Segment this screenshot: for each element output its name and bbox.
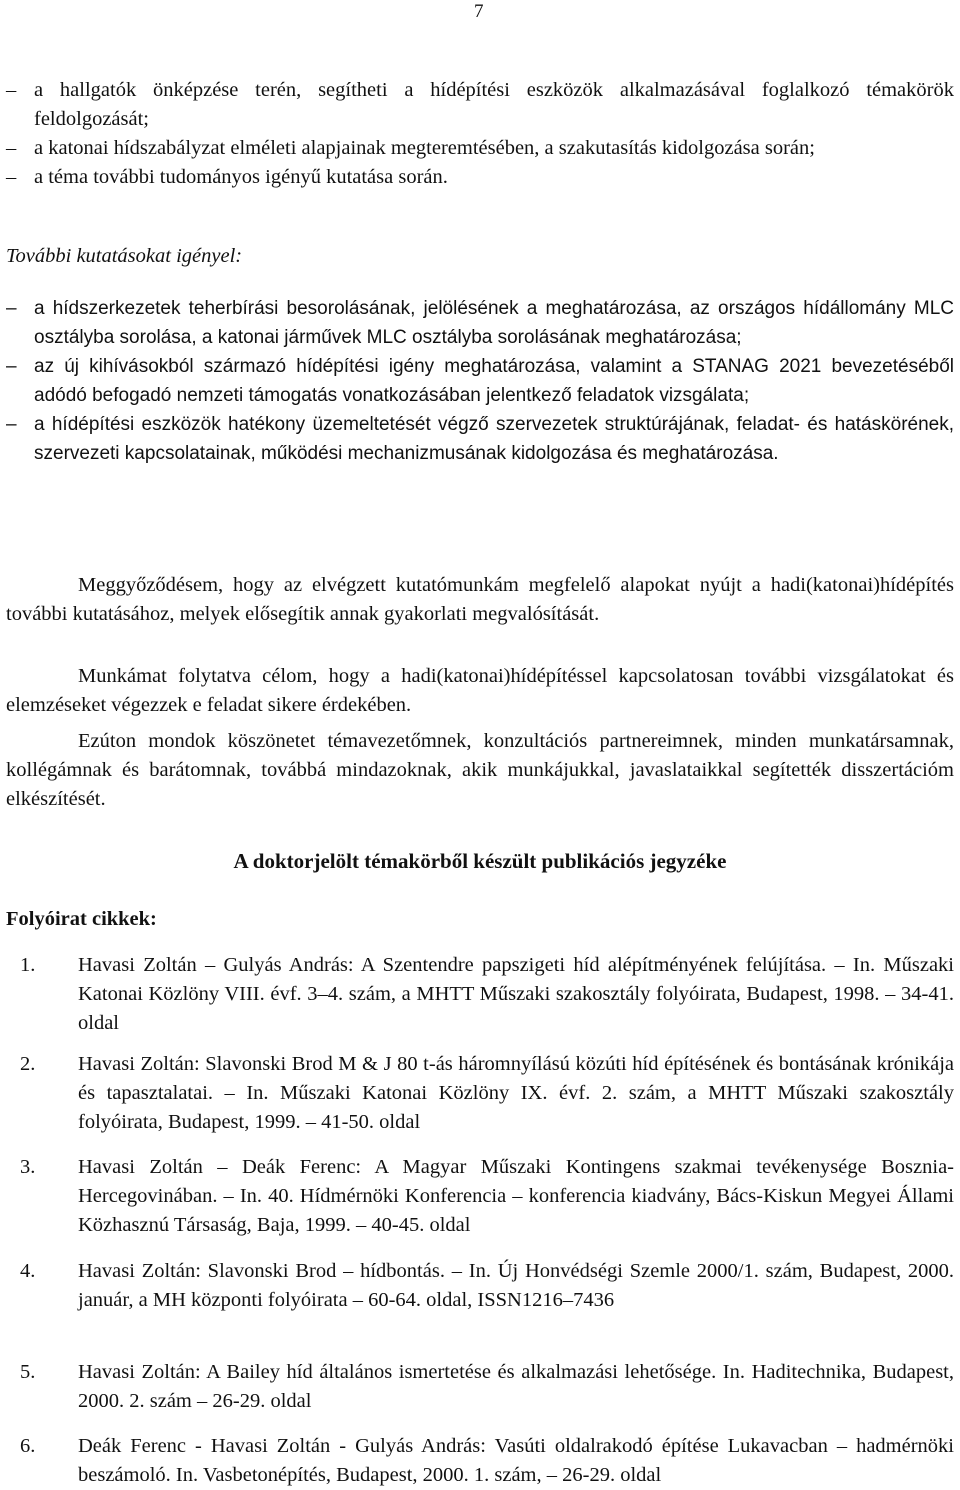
publication-number: 6.: [20, 1435, 36, 1457]
list-item: – az új kihívásokból származó hídépítési igény meghatározása, valamint a STANAG 2021 bevezetéséből adódó befogadó nemzeti támogatás vonatkozásában jelentkező feladatok vizsgálata;: [6, 352, 954, 410]
publication-number: 4.: [20, 1260, 36, 1282]
list-item: – a hallgatók önképzése terén, segítheti a hídépítési eszközök alkalmazásával foglalkozó témakörök feldolgozását;: [6, 76, 954, 134]
journal-heading: Folyóirat cikkek:: [6, 908, 157, 930]
publications-title: A doktorjelölt témakörből készült publikációs jegyzéke: [233, 849, 727, 873]
dash-bullet: –: [6, 356, 17, 377]
publication-number: 5.: [20, 1361, 36, 1383]
publication-list: [6, 951, 954, 1038]
publication-item: 6. Deák Ferenc - Havasi Zoltán - Gulyás András: Vasúti oldalrakodó építése Lukavacban – hadmérnöki beszámoló. In. Vasbetonépítés, Budapest, 2000. 1. szám, – 26-29. oldal: [6, 1432, 954, 1490]
dash-bullet: –: [6, 298, 17, 319]
contribution-list: [6, 76, 954, 192]
publication-item: 5. Havasi Zoltán: A Bailey híd általános ismertetése és alkalmazási lehetősége. In. Haditechnika, Budapest, 2000. 2. szám – 26-29. oldal: [6, 1358, 954, 1416]
list-item: – a téma további tudományos igényű kutatása során.: [6, 163, 954, 192]
dash-bullet: –: [6, 166, 17, 188]
publication-item: 1. Havasi Zoltán – Gulyás András: A Szentendre papszigeti híd alépítményének felújítása. – In. Műszaki Katonai Közlöny VIII. évf. 3–4. szám, a MHTT Műszaki szakosztály folyóirata, Budapest, 1998. – 34-41. oldal: [6, 951, 954, 1038]
publication-number: 1.: [20, 954, 36, 976]
further-research-list: [6, 294, 954, 468]
publication-item: 4. Havasi Zoltán: Slavonski Brod – hídbontás. – In. Új Honvédségi Szemle 2000/1. szám, Budapest, 2000. január, a MH központi folyóirata – 60-64. oldal, ISSN1216–7436: [6, 1257, 954, 1315]
page-number: 7: [474, 1, 484, 22]
dash-bullet: –: [6, 79, 17, 101]
dash-bullet: –: [6, 414, 17, 435]
continuation-paragraph: Munkámat folytatva célom, hogy a hadi(katonai)hídépítéssel kapcsolatosan további vizsgálatokat és elemzéseket végezzek e feladat sikere érdekében.: [6, 665, 954, 716]
publication-number: 2.: [20, 1053, 36, 1075]
dash-bullet: –: [6, 137, 17, 159]
further-research-heading: További kutatásokat igényel:: [6, 245, 243, 267]
list-item: – a hídszerkezetek teherbírási besorolásának, jelölésének a meghatározása, az országos hídállomány MLC osztályba sorolása, a katonai járművek MLC osztályba sorolásának meghatározása;: [6, 294, 954, 352]
publication-item: 2. Havasi Zoltán: Slavonski Brod M & J 80 t-ás háromnyílású közúti híd építésének és bontásának krónikája és tapasztalatai. – In. Műszaki Katonai Közlöny IX. évf. 2. szám, a MHTT Műszaki szakosztály folyóirata, Budapest, 1999. – 41-50. oldal: [6, 1050, 954, 1137]
conclusion-paragraph: Meggyőződésem, hogy az elvégzett kutatómunkám megfelelő alapokat nyújt a hadi(katonai)hídépítés további kutatásához, melyek elősegítik annak gyakorlati megvalósítását.: [6, 574, 954, 625]
list-item: – a katonai hídszabályzat elméleti alapjainak megteremtésében, a szakutasítás kidolgozása során;: [6, 134, 954, 163]
acknowledgement-paragraph: Ezúton mondok köszönetet témavezetőmnek, konzultációs partnereimnek, minden munkatársamnak, kollégámnak és barátomnak, továbbá mindazoknak, akik munkájukkal, javaslataikkal segítették disszertációm elkészítését.: [6, 730, 954, 810]
publication-number: 3.: [20, 1156, 36, 1178]
list-item: – a hídépítési eszközök hatékony üzemeltetését végző szervezetek struktúrájának, feladat- és hatáskörének, szervezeti kapcsolatainak, működési mechanizmusának kidolgozása és meghatározása.: [6, 410, 954, 468]
publication-item: 3. Havasi Zoltán – Deák Ferenc: A Magyar Műszaki Kontingens szakmai tevékenysége Bosznia-Hercegovinában. – In. 40. Hídmérnöki Konferencia – konferencia kiadvány, Bács-Kiskun Megyei Állami Közhasznú Társaság, Baja, 1999. – 40-45. oldal: [6, 1153, 954, 1240]
